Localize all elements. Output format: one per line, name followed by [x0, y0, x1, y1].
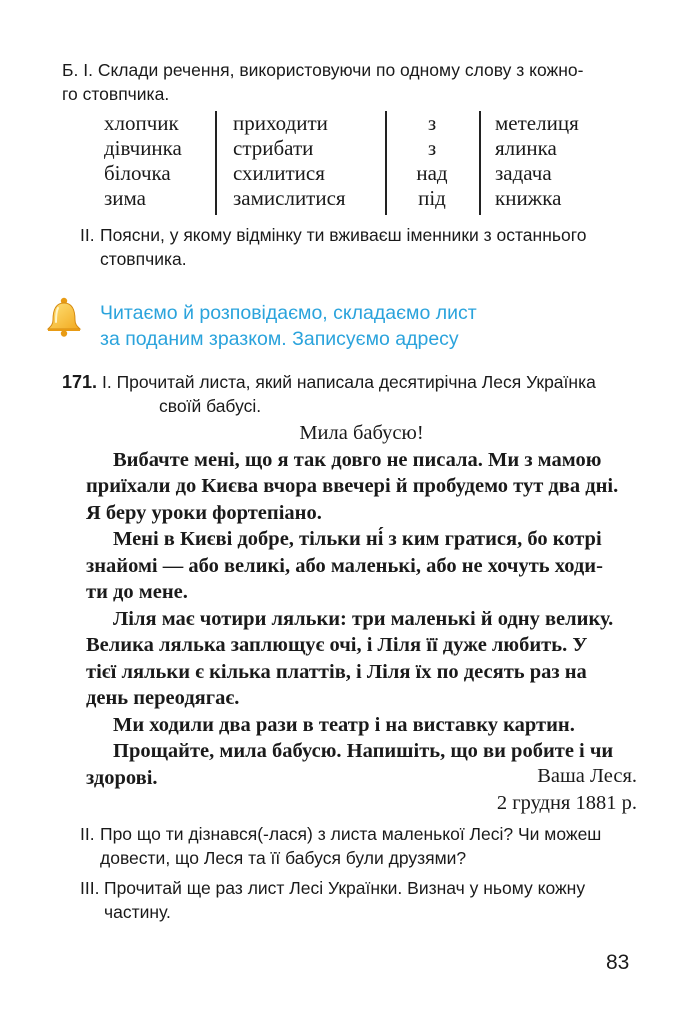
table-cell: дівчинка	[104, 136, 182, 160]
task-b-part2-line1: Поясни, у якому відмінку ти вживаєш іменники з останнього	[100, 225, 587, 245]
letter-paragraph	[86, 606, 637, 712]
letter-line: ти до мене.	[86, 581, 188, 603]
table-cell: білочка	[104, 161, 171, 185]
letter-line: здорові.	[86, 766, 158, 789]
table-cell: замислитися	[233, 186, 346, 210]
table-column-prepositions	[384, 111, 480, 211]
letter-line: Ми ходили два рази в театр і на виставку картин.	[113, 713, 575, 736]
task-b-part2-line2: стовпчика.	[100, 249, 187, 269]
heading-line2: за поданим зразком. Записуємо адресу	[100, 328, 459, 350]
letter-greeting: Мила бабусю!	[299, 422, 424, 444]
table-column-nouns	[104, 111, 182, 211]
letter-line: Велика лялька заплющує очі, і Ліля її дуже любить. У	[86, 634, 588, 656]
letter-line: Мені в Києві добре, тільки ні́ з ким гратися, бо котрі	[113, 528, 602, 550]
letter-signature: Ваша Леся.	[537, 765, 637, 787]
letter-line: Ліля має чотири ляльки: три маленькі й одну велику.	[113, 607, 614, 630]
task-number: ІІ.	[80, 824, 95, 844]
letter-line: знайомі — або великі, або маленькі, або не хочуть ходи-	[86, 554, 603, 577]
letter-paragraph	[86, 447, 637, 527]
table-cell: з	[427, 136, 437, 160]
task-b-line2: го стовпчика.	[62, 84, 170, 104]
table-divider	[215, 111, 217, 215]
table-cell: над	[416, 161, 448, 185]
letter-line: приїхали до Києва вчора ввечері й пробудемо тут два дні.	[86, 475, 619, 497]
task-number: ІІІ.	[80, 878, 100, 898]
table-column-verbs	[233, 111, 346, 211]
table-cell: стрибати	[233, 136, 314, 160]
table-cell: зима	[104, 186, 146, 210]
question-3-line1: Прочитай ще раз лист Лесі Українки. Визнач у ньому кожну	[104, 878, 586, 898]
table-cell: ялинка	[495, 136, 557, 160]
table-cell: книжка	[495, 186, 562, 210]
table-cell: задача	[495, 161, 552, 185]
word-table	[100, 111, 640, 215]
task-number: 171.	[62, 372, 98, 392]
task-b-part2	[80, 223, 637, 271]
question-2-line2: довести, що Леся та її бабуся були друзями?	[100, 848, 467, 868]
task-b	[62, 58, 637, 106]
table-cell: хлопчик	[104, 111, 179, 135]
table-cell: під	[418, 186, 446, 210]
letter-line: день переодягає.	[86, 687, 240, 709]
letter-line: Я беру уроки фортепіано.	[86, 501, 322, 524]
heading-line1: Читаємо й розповідаємо, складаємо лист	[100, 302, 477, 324]
table-column-nouns-2	[495, 111, 579, 211]
table-divider	[479, 111, 481, 215]
letter-line: тієї ляльки є кілька платтів, і Ліля їх по десять раз на	[86, 660, 587, 683]
letter-line: Вибачте мені, що я так довго не писала. Ми з мамою	[113, 448, 602, 471]
letter-paragraph	[86, 526, 637, 606]
task-number: ІІ.	[80, 225, 95, 245]
task-171-line2: своїй бабусі.	[159, 396, 262, 416]
table-cell: приходити	[233, 111, 328, 135]
table-cell: з	[427, 111, 437, 135]
question-3-line2: частину.	[104, 902, 171, 922]
table-cell: метелиця	[495, 111, 579, 135]
task-171-line1: І. Прочитай листа, який написала десятирічна Леся Українка	[102, 372, 596, 392]
bell-icon	[44, 296, 84, 338]
letter-paragraph	[86, 712, 637, 739]
page-number: 83	[606, 951, 630, 974]
question-2-line1: Про що ти дізнався(-лася) з листа маленької Лесі? Чи можеш	[100, 824, 602, 844]
letter-date: 2 грудня 1881 р.	[496, 792, 637, 814]
letter-line: Прощайте, мила бабусю. Напишіть, що ви робите і чи	[113, 740, 614, 762]
table-cell: схилитися	[233, 161, 325, 185]
task-b-label: Б. І.	[62, 60, 93, 80]
task-b-line1: Б. І. Склади речення, використовуючи по одному слову з кожно-	[62, 60, 584, 80]
section-heading	[100, 300, 477, 352]
